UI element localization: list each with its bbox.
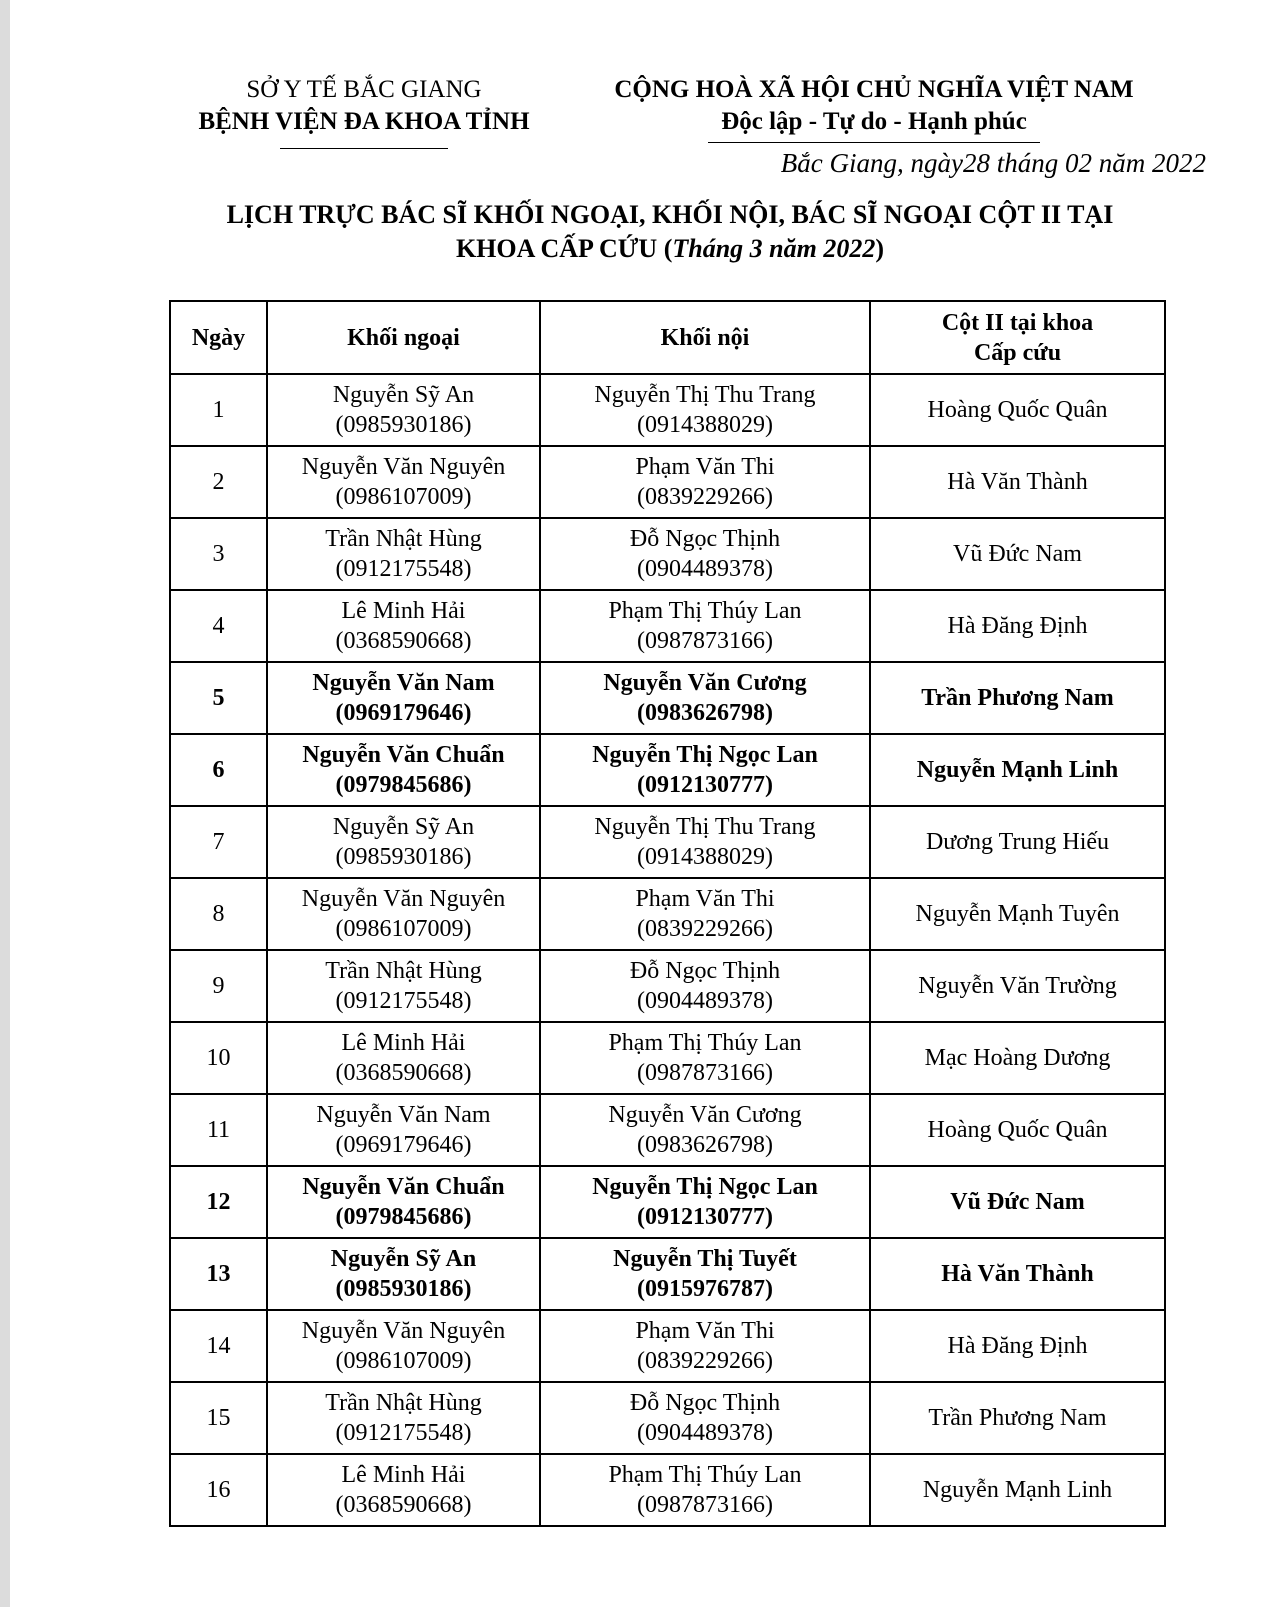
title-line-1: LỊCH TRỰC BÁC SĨ KHỐI NGOẠI, KHỐI NỘI, BÁC SĨ NGOẠI CỘT II TẠI [226, 200, 1114, 229]
emergency-doctor-cell: Mạc Hoàng Dương [870, 1022, 1165, 1094]
title-line-2 [170, 232, 1170, 266]
emergency-doctor-cell: Hà Văn Thành [870, 446, 1165, 518]
surgery-doctor-name: Nguyễn Sỹ An [332, 382, 475, 408]
table-row [170, 1238, 1165, 1310]
document-date: Bắc Giang, ngày28 tháng 02 năm 2022 [780, 148, 1206, 178]
surgery-doctor-name: Nguyễn Văn Nguyên [301, 454, 506, 480]
day-cell: 2 [170, 446, 267, 518]
surgery-doctor-phone: (0969179646) [335, 700, 472, 726]
surgery-doctor-name: Nguyễn Văn Nguyên [301, 1318, 506, 1344]
internal-cell [540, 662, 870, 734]
surgery-cell [267, 590, 540, 662]
surgery-doctor-phone: (0979845686) [335, 1204, 472, 1230]
surgery-cell [267, 1022, 540, 1094]
internal-cell [540, 518, 870, 590]
surgery-cell [267, 734, 540, 806]
emergency-doctor-cell: Hà Đăng Định [870, 590, 1165, 662]
internal-doctor-phone: (0915976787) [637, 1276, 773, 1302]
emergency-doctor-cell: Trần Phương Nam [870, 662, 1165, 734]
day-cell: 4 [170, 590, 267, 662]
internal-doctor-name: Nguyễn Thị Ngọc Lan [592, 1174, 818, 1200]
internal-doctor-name: Nguyễn Thị Thu Trang [594, 382, 816, 408]
internal-cell [540, 1310, 870, 1382]
internal-doctor-name: Nguyễn Văn Cương [608, 1102, 802, 1128]
document-title [170, 198, 1170, 266]
table-row [170, 590, 1165, 662]
surgery-cell [267, 518, 540, 590]
emergency-doctor-cell: Hà Văn Thành [870, 1238, 1165, 1310]
surgery-doctor-phone: (0985930186) [335, 1276, 472, 1302]
surgery-doctor-phone: (0912175548) [335, 556, 472, 582]
surgery-doctor-phone: (0368590668) [335, 1060, 472, 1086]
internal-doctor-name: Đỗ Ngọc Thịnh [629, 958, 781, 984]
emergency-doctor-cell: Hoàng Quốc Quân [870, 1094, 1165, 1166]
internal-cell [540, 1382, 870, 1454]
hospital-name: BỆNH VIỆN ĐA KHOA TỈNH [198, 108, 530, 135]
internal-doctor-phone: (0912130777) [637, 772, 773, 798]
surgery-doctor-phone: (0368590668) [335, 1492, 472, 1518]
internal-cell [540, 374, 870, 446]
emergency-doctor-cell: Nguyễn Mạnh Tuyên [870, 878, 1165, 950]
surgery-cell [267, 1454, 540, 1526]
internal-doctor-phone: (0904489378) [637, 556, 773, 582]
document-page [10, 0, 1276, 1607]
surgery-cell [267, 662, 540, 734]
motto-underline [708, 142, 1040, 143]
internal-doctor-phone: (0904489378) [637, 1420, 773, 1446]
title-month: Tháng 3 năm 2022 [672, 234, 876, 263]
national-motto-block [584, 74, 1164, 143]
surgery-cell [267, 374, 540, 446]
surgery-cell [267, 1094, 540, 1166]
surgery-doctor-phone: (0912175548) [335, 988, 472, 1014]
internal-doctor-phone: (0912130777) [637, 1204, 773, 1230]
surgery-doctor-name: Lê Minh Hải [341, 1462, 466, 1488]
table-row [170, 1310, 1165, 1382]
emergency-doctor-cell: Nguyễn Mạnh Linh [870, 734, 1165, 806]
day-cell: 3 [170, 518, 267, 590]
internal-doctor-name: Nguyễn Thị Ngọc Lan [592, 742, 818, 768]
surgery-cell [267, 446, 540, 518]
surgery-doctor-name: Lê Minh Hải [341, 1030, 466, 1056]
internal-cell [540, 1094, 870, 1166]
internal-cell [540, 590, 870, 662]
internal-doctor-name: Phạm Thị Thúy Lan [608, 1030, 802, 1056]
day-cell: 16 [170, 1454, 267, 1526]
day-cell: 12 [170, 1166, 267, 1238]
internal-doctor-phone: (0839229266) [637, 484, 773, 510]
day-cell: 6 [170, 734, 267, 806]
surgery-doctor-name: Nguyễn Sỹ An [332, 814, 475, 840]
table-row [170, 374, 1165, 446]
internal-doctor-name: Phạm Văn Thi [635, 1318, 775, 1344]
surgery-doctor-phone: (0969179646) [335, 1132, 472, 1158]
internal-doctor-phone: (0987873166) [637, 628, 773, 654]
duty-schedule-table [169, 300, 1166, 1527]
surgery-doctor-phone: (0986107009) [335, 1348, 472, 1374]
header-day: Ngày [170, 301, 267, 374]
internal-cell [540, 806, 870, 878]
internal-doctor-phone: (0983626798) [637, 700, 773, 726]
internal-doctor-name: Đỗ Ngọc Thịnh [629, 1390, 781, 1416]
day-cell: 14 [170, 1310, 267, 1382]
internal-doctor-name: Phạm Văn Thi [635, 454, 775, 480]
surgery-cell [267, 1310, 540, 1382]
internal-doctor-phone: (0904489378) [637, 988, 773, 1014]
table-body [170, 374, 1165, 1526]
table-row [170, 662, 1165, 734]
table-row [170, 806, 1165, 878]
surgery-doctor-phone: (0986107009) [335, 916, 472, 942]
title-line-2-main: KHOA CẤP CỨU ( [455, 234, 673, 263]
day-cell: 7 [170, 806, 267, 878]
internal-doctor-phone: (0914388029) [637, 844, 773, 870]
table-row [170, 878, 1165, 950]
day-cell: 5 [170, 662, 267, 734]
internal-cell [540, 1238, 870, 1310]
surgery-cell [267, 806, 540, 878]
table-row [170, 734, 1165, 806]
internal-cell [540, 446, 870, 518]
emergency-doctor-cell: Trần Phương Nam [870, 1382, 1165, 1454]
country-name: CỘNG HOÀ XÃ HỘI CHỦ NGHĨA VIỆT NAM [614, 76, 1134, 103]
table-row [170, 1022, 1165, 1094]
internal-doctor-name: Nguyễn Thị Thu Trang [594, 814, 816, 840]
internal-doctor-name: Phạm Văn Thi [635, 886, 775, 912]
table-row [170, 1166, 1165, 1238]
internal-doctor-phone: (0914388029) [637, 412, 773, 438]
internal-doctor-phone: (0987873166) [637, 1060, 773, 1086]
emergency-doctor-cell: Hoàng Quốc Quân [870, 374, 1165, 446]
surgery-doctor-phone: (0986107009) [335, 484, 472, 510]
internal-doctor-phone: (0987873166) [637, 1492, 773, 1518]
table-row [170, 1454, 1165, 1526]
surgery-cell [267, 1382, 540, 1454]
day-cell: 11 [170, 1094, 267, 1166]
internal-doctor-name: Nguyễn Thị Tuyết [613, 1246, 797, 1272]
surgery-doctor-name: Nguyễn Văn Nguyên [301, 886, 506, 912]
surgery-doctor-phone: (0985930186) [335, 412, 472, 438]
surgery-doctor-phone: (0979845686) [335, 772, 472, 798]
emergency-doctor-cell: Hà Đăng Định [870, 1310, 1165, 1382]
surgery-doctor-name: Nguyễn Văn Nam [316, 1102, 491, 1128]
surgery-doctor-name: Trần Nhật Hùng [325, 958, 482, 984]
internal-doctor-phone: (0839229266) [637, 1348, 773, 1374]
table-row [170, 1382, 1165, 1454]
surgery-cell [267, 1238, 540, 1310]
day-cell: 8 [170, 878, 267, 950]
emergency-doctor-cell: Nguyễn Văn Trường [870, 950, 1165, 1022]
internal-doctor-name: Phạm Thị Thúy Lan [608, 1462, 802, 1488]
surgery-doctor-phone: (0912175548) [335, 1420, 472, 1446]
table-row [170, 518, 1165, 590]
internal-doctor-phone: (0983626798) [637, 1132, 773, 1158]
day-cell: 1 [170, 374, 267, 446]
title-line-2-end: ) [875, 234, 885, 263]
internal-doctor-name: Nguyễn Văn Cương [603, 670, 807, 696]
emergency-doctor-cell: Dương Trung Hiếu [870, 806, 1165, 878]
surgery-cell [267, 950, 540, 1022]
internal-cell [540, 1166, 870, 1238]
header-emergency-line1: Cột II tại khoa [941, 309, 1094, 336]
emergency-doctor-cell: Vũ Đức Nam [870, 1166, 1165, 1238]
surgery-cell [267, 1166, 540, 1238]
internal-cell [540, 1022, 870, 1094]
motto: Độc lập - Tự do - Hạnh phúc [721, 108, 1027, 135]
table-row [170, 950, 1165, 1022]
day-cell: 13 [170, 1238, 267, 1310]
surgery-doctor-name: Trần Nhật Hùng [325, 1390, 482, 1416]
issuer-block [170, 74, 558, 149]
table-header-row [170, 301, 1165, 374]
header-emergency [870, 301, 1165, 374]
day-cell: 9 [170, 950, 267, 1022]
surgery-doctor-name: Nguyễn Văn Chuẩn [302, 1174, 505, 1200]
surgery-cell [267, 878, 540, 950]
day-cell: 15 [170, 1382, 267, 1454]
table-row [170, 446, 1165, 518]
surgery-doctor-name: Lê Minh Hải [341, 598, 466, 624]
header-surgery: Khối ngoại [267, 301, 540, 374]
internal-cell [540, 734, 870, 806]
internal-doctor-phone: (0839229266) [637, 916, 773, 942]
issuer-underline [280, 148, 448, 149]
surgery-doctor-phone: (0368590668) [335, 628, 472, 654]
surgery-doctor-name: Nguyễn Văn Nam [312, 670, 495, 696]
emergency-doctor-cell: Vũ Đức Nam [870, 518, 1165, 590]
surgery-doctor-phone: (0985930186) [335, 844, 472, 870]
surgery-doctor-name: Nguyễn Văn Chuẩn [302, 742, 505, 768]
internal-doctor-name: Phạm Thị Thúy Lan [608, 598, 802, 624]
surgery-doctor-name: Trần Nhật Hùng [325, 526, 482, 552]
day-cell: 10 [170, 1022, 267, 1094]
internal-cell [540, 1454, 870, 1526]
emergency-doctor-cell: Nguyễn Mạnh Linh [870, 1454, 1165, 1526]
internal-cell [540, 878, 870, 950]
department-name: SỞ Y TẾ BẮC GIANG [246, 76, 482, 103]
internal-doctor-name: Đỗ Ngọc Thịnh [629, 526, 781, 552]
table-row [170, 1094, 1165, 1166]
header-internal: Khối nội [540, 301, 870, 374]
header-emergency-line2: Cấp cứu [973, 339, 1062, 366]
surgery-doctor-name: Nguyễn Sỹ An [330, 1246, 477, 1272]
internal-cell [540, 950, 870, 1022]
